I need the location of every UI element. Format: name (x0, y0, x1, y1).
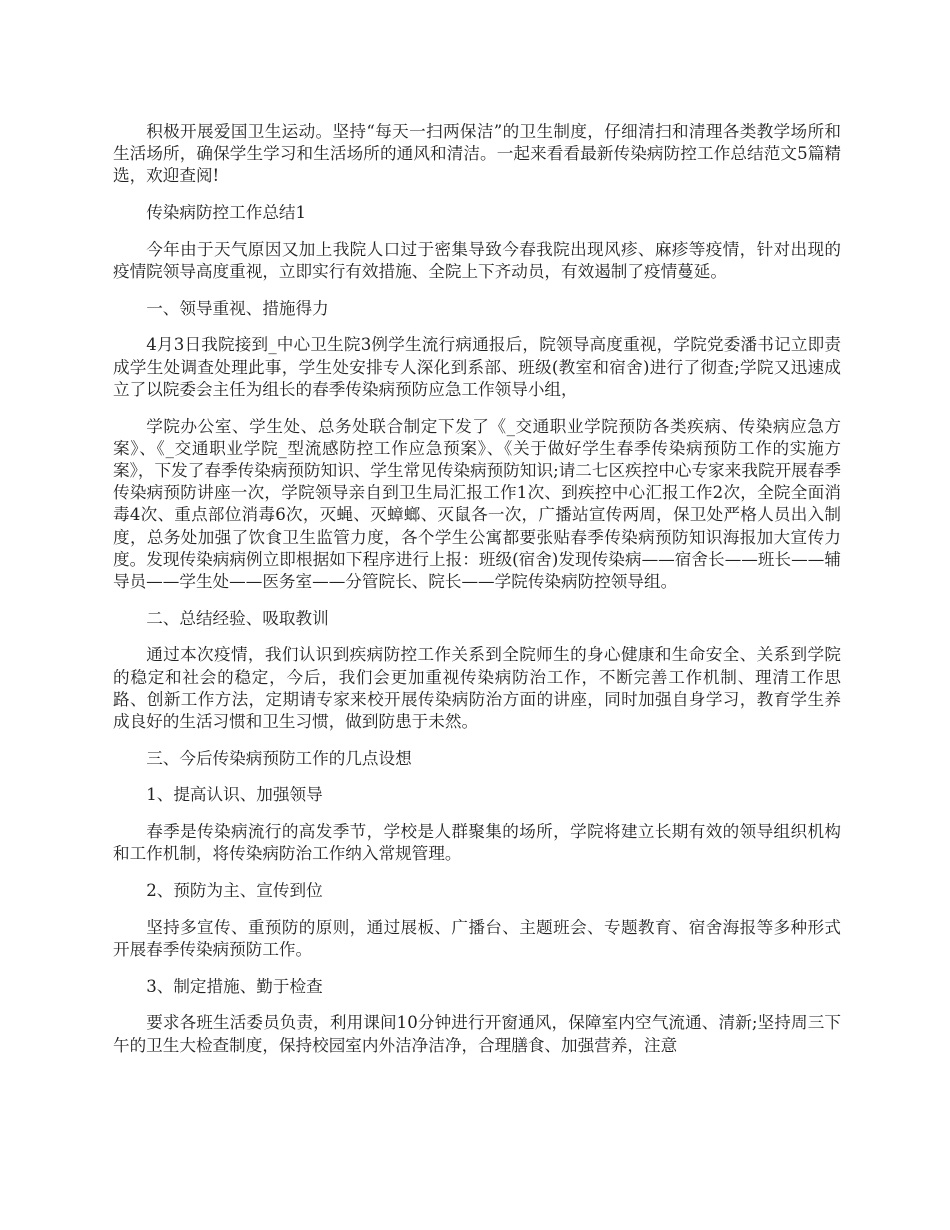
subsection-1-paragraph: 春季是传染病流行的高发季节，学校是人群聚集的场所，学院将建立长期有效的领导组织机构和工作机制，将传染病防治工作纳入常规管理。 (113, 822, 841, 864)
section-1-heading: 一、领导重视、措施得力 (146, 298, 329, 318)
subsection-1-heading: 1、提高认识、加强领导 (146, 785, 323, 805)
document-page (113, 121, 841, 1071)
subsection-2-heading: 2、预防为主、宣传到位 (146, 880, 323, 900)
section-3-heading: 三、今后传染病预防工作的几点设想 (146, 748, 412, 768)
article-title: 传染病防控工作总结1 (146, 203, 307, 223)
intro-paragraph: 积极开展爱国卫生运动。坚持“每天一扫两保洁”的卫生制度，仔细清扫和清理各类教学场所和生活场所，确保学生学习和生活场所的通风和清洁。一起来看看最新传染病防控工作总结范文5篇精选，欢迎查阅! (113, 122, 841, 186)
section-1-paragraph-1: 4月3日我院接到_中心卫生院3例学生流行病通报后，院领导高度重视，学院党委潘书记立即责成学生处调查处理此事，学生处安排专人深化到系部、班级(教室和宿舍)进行了彻查;学院又迅速成立了以院委会主任为组长的春季传染病预防应急工作领导小组， (113, 335, 841, 399)
section-1-paragraph-2: 学院办公室、学生处、总务处联合制定下发了《_交通职业学院预防各类疾病、传染病应急方案》、《_交通职业学院_型流感防控工作应急预案》、《关于做好学生春季传染病预防工作的实施方案》，下发了春季传染病预防知识、学生常见传染病预防知识;请二七区疾控中心专家来我院开展春季传染病预防讲座一次，学院领导亲自到卫生局汇报工作1次、到疾控中心汇报工作2次，全院全面消毒4次、重点部位消毒6次，灭蝇、灭蟑螂、灭鼠各一次，广播站宣传两周，保卫处严格人员出入制度，总务处加强了饮食卫生监管力度，各个学生公寓都要张贴春季传染病预防知识海报加大宣传力度。发现传染病病例立即根据如下程序进行上报：班级(宿舍)发现传染病——宿舍长——班长——辅导员——学生处——医务室——分管院长、院长——学院传染病防控领导组。 (113, 416, 841, 591)
overview-paragraph: 今年由于天气原因又加上我院人口过于密集导致今春我院出现风疹、麻疹等疫情，针对出现的疫情院领导高度重视，立即实行有效措施、全院上下齐动员，有效遏制了疫情蔓延。 (113, 239, 841, 282)
section-2-paragraph: 通过本次疫情，我们认识到疾病防控工作关系到全院师生的身心健康和生命安全、关系到学院的稳定和社会的稳定，今后，我们会更加重视传染病防治工作，不断完善工作机制、理清工作思路、创新工作方法，定期请专家来校开展传染病防治方面的讲座，同时加强自身学习，教育学生养成良好的生活习惯和卫生习惯，做到防患于未然。 (113, 645, 841, 731)
section-2-heading: 二、总结经验、吸取教训 (146, 608, 329, 628)
subsection-2-paragraph: 坚持多宣传、重预防的原则，通过展板、广播台、主题班会、专题教育、宿舍海报等多种形式开展春季传染病预防工作。 (113, 917, 841, 959)
subsection-3-paragraph: 要求各班生活委员负责，利用课间10分钟进行开窗通风，保障室内空气流通、清新;坚持周三下午的卫生大检查制度，保持校园室内外洁净洁净，合理膳食、加强营养，注意 (113, 1013, 841, 1055)
subsection-3-heading: 3、制定措施、勤于检查 (146, 976, 323, 996)
